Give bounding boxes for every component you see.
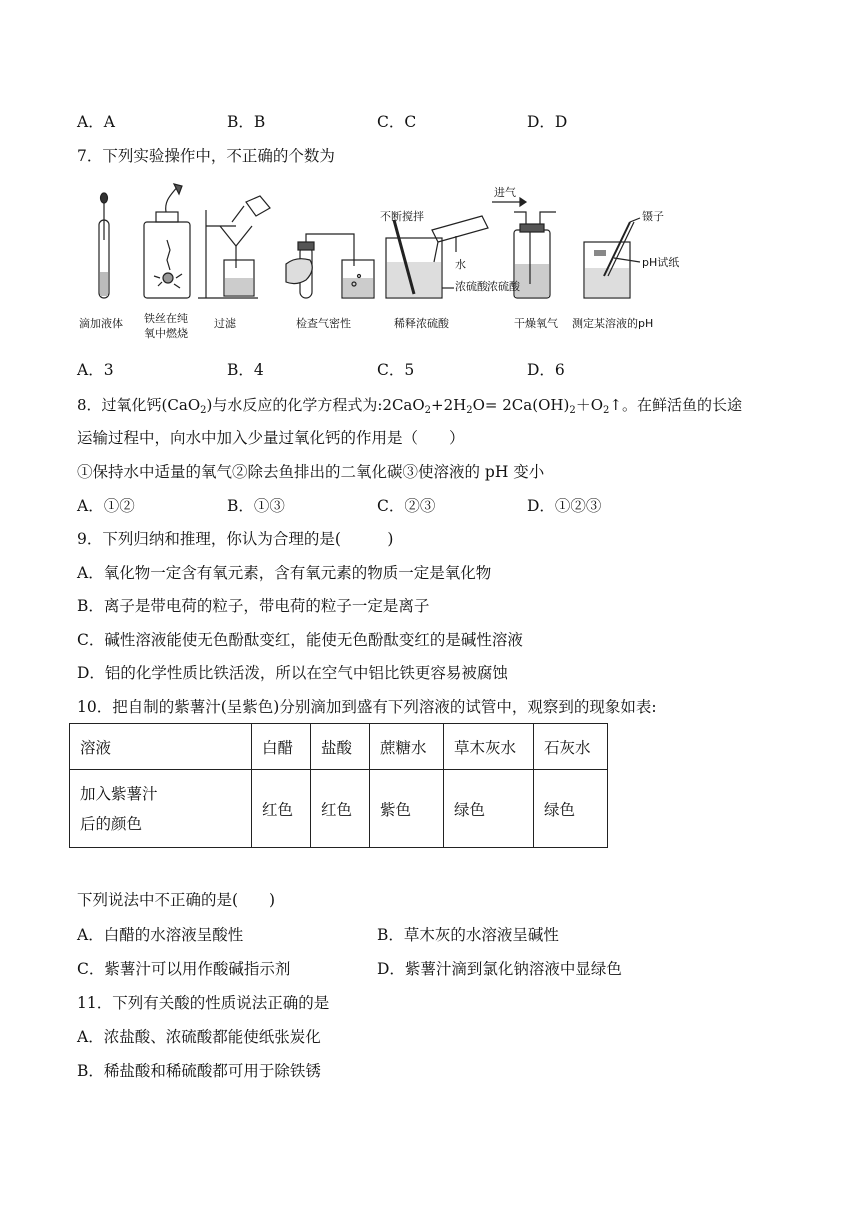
label-dry-acid: 浓硫酸 bbox=[487, 280, 520, 293]
q8-option-a: A．①② bbox=[77, 497, 135, 515]
q10-option-d: D．紫薯汁滴到氯化钠溶液中显绿色 bbox=[377, 960, 622, 978]
q6-option-a: A．A bbox=[77, 113, 115, 131]
measure-ph-illustration bbox=[584, 218, 640, 298]
q10-stem: 10．把自制的紫薯汁(呈紫色)分别滴加到盛有下列溶液的试管中，观察到的现象如表: bbox=[77, 698, 657, 716]
label-inlet: 进气 bbox=[494, 186, 516, 199]
label-drop: 滴加液体 bbox=[79, 317, 123, 330]
q8-option-c: C．②③ bbox=[377, 497, 436, 515]
q11-option-a: A．浓盐酸、浓硫酸都能使纸张炭化 bbox=[77, 1028, 321, 1046]
label-wire-1: 铁丝在纯 bbox=[144, 312, 188, 325]
q9-option-c: C．碱性溶液能使无色酚酞变红，能使无色酚酞变红的是碱性溶液 bbox=[77, 631, 523, 649]
table-cell: 绿色 bbox=[534, 770, 608, 848]
table-header-cell: 盐酸 bbox=[311, 724, 370, 770]
q10-substem: 下列说法中不正确的是( ) bbox=[77, 891, 276, 909]
table-header-cell: 草木灰水 bbox=[444, 724, 534, 770]
q9-option-a: A．氧化物一定含有氧元素，含有氧元素的物质一定是氧化物 bbox=[77, 564, 492, 582]
q7-option-d: D．6 bbox=[527, 361, 565, 379]
q7-option-c: C．5 bbox=[377, 361, 415, 379]
q8-stem-line2: 运输过程中，向水中加入少量过氧化钙的作用是（ ） bbox=[77, 429, 465, 447]
airtight-illustration bbox=[286, 234, 374, 298]
label-stir: 不断搅拌 bbox=[380, 210, 424, 223]
dropper-illustration bbox=[99, 193, 109, 298]
q7-option-b: B．4 bbox=[227, 361, 264, 379]
q10-option-a: A．白醋的水溶液呈酸性 bbox=[77, 926, 244, 944]
q8-option-b: B．①③ bbox=[227, 497, 285, 515]
q6-option-b: B．B bbox=[227, 113, 266, 131]
q9-stem: 9．下列归纳和推理，你认为合理的是( ) bbox=[77, 530, 394, 548]
table-row bbox=[70, 770, 608, 848]
q9-option-d: D．铝的化学性质比铁活泼，所以在空气中铝比铁更容易被腐蚀 bbox=[77, 664, 508, 682]
table-header-cell: 白醋 bbox=[252, 724, 311, 770]
q11-stem: 11．下列有关酸的性质说法正确的是 bbox=[77, 994, 330, 1012]
table-header-row bbox=[70, 724, 608, 770]
q8-option-d: D．①②③ bbox=[527, 497, 602, 515]
table-header-cell: 蔗糖水 bbox=[370, 724, 444, 770]
q10-option-c: C．紫薯汁可以用作酸碱指示剂 bbox=[77, 960, 291, 978]
row-label-line2: 后的颜色 bbox=[80, 814, 143, 833]
color-table bbox=[69, 723, 608, 848]
label-airtight: 检查气密性 bbox=[296, 317, 351, 330]
label-acid: 浓硫酸 bbox=[455, 280, 488, 293]
label-tweezers: 镊子 bbox=[642, 210, 664, 223]
table-cell: 绿色 bbox=[444, 770, 534, 848]
q7-option-a: A．3 bbox=[77, 361, 114, 379]
q8-statements: ①保持水中适量的氧气②除去鱼排出的二氧化碳③使溶液的 pH 变小 bbox=[77, 463, 545, 481]
iron-wire-illustration bbox=[144, 184, 190, 298]
label-filter: 过滤 bbox=[214, 317, 236, 330]
q10-option-b: B．草木灰的水溶液呈碱性 bbox=[377, 926, 559, 944]
table-cell: 红色 bbox=[311, 770, 370, 848]
filtration-illustration bbox=[198, 196, 270, 298]
label-wire-2: 氧中燃烧 bbox=[144, 327, 188, 340]
table-header-cell: 石灰水 bbox=[534, 724, 608, 770]
label-ph: 测定某溶液的pH bbox=[572, 317, 654, 330]
label-ph-paper: pH试纸 bbox=[642, 256, 680, 269]
lab-operations-figure bbox=[74, 180, 682, 345]
table-cell: 红色 bbox=[252, 770, 311, 848]
q11-option-b: B．稀盐酸和稀硫酸都可用于除铁锈 bbox=[77, 1062, 321, 1080]
label-dry: 干燥氧气 bbox=[514, 317, 558, 330]
q7-stem: 7．下列实验操作中，不正确的个数为 bbox=[77, 147, 335, 165]
table-row-label bbox=[70, 770, 252, 848]
label-water: 水 bbox=[455, 258, 466, 271]
q8-stem: 8．过氧化钙(CaO$_2$)与水反应的化学方程式为$:2CaO_2+2H_2O=$ $2Ca(OH)_2+O_2↑$。在鲜活鱼的长途 bbox=[77, 396, 742, 416]
q6-option-d: D．D bbox=[527, 113, 568, 131]
table-cell: 紫色 bbox=[370, 770, 444, 848]
row-label-line1: 加入紫薯汁 bbox=[80, 784, 158, 803]
q9-option-b: B．离子是带电荷的粒子，带电荷的粒子一定是离子 bbox=[77, 597, 430, 615]
table-header-cell: 溶液 bbox=[70, 724, 252, 770]
q6-option-c: C．C bbox=[377, 113, 417, 131]
label-dilute: 稀释浓硫酸 bbox=[394, 317, 449, 330]
